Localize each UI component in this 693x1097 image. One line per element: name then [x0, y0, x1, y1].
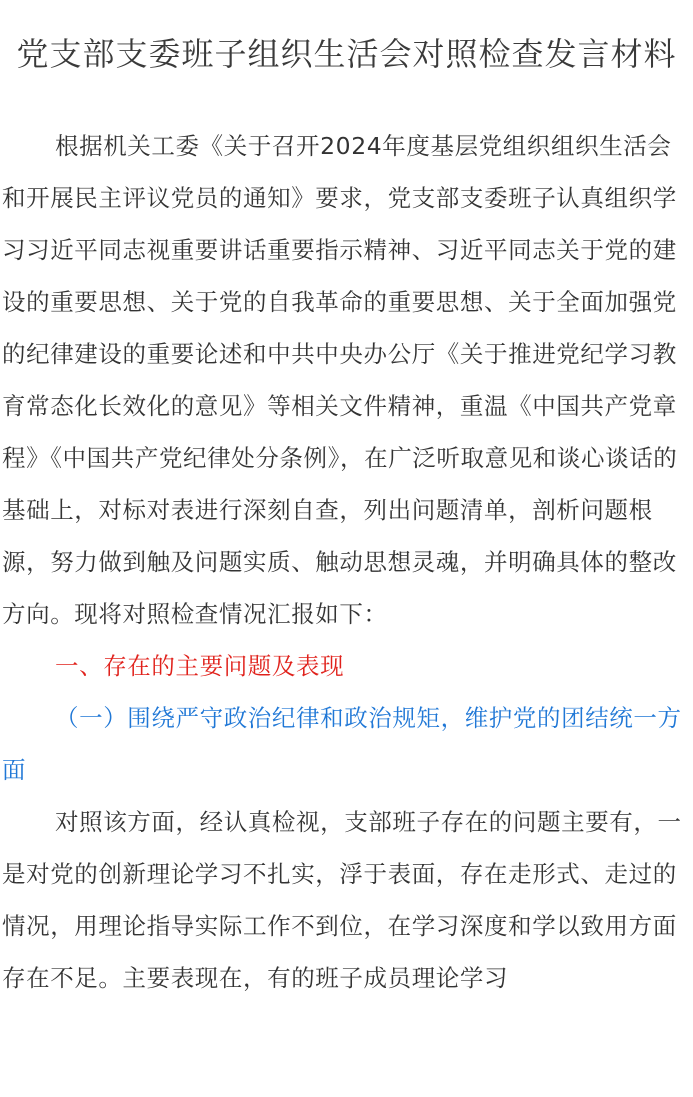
- document-title: 党支部支委班子组织生活会对照检查发言材料: [16, 35, 677, 73]
- subsection-heading: （一）围绕严守政治纪律和政治规矩，维护党的团结统一方面: [2, 704, 682, 784]
- subsection-paragraph: 对照该方面，经认真检视，支部班子存在的问题主要有，一是对党的创新理论学习不扎实，浮于表面，存在走形式、走过的情况，用理论指导实际工作不到位，在学习深度和学以致用方面存在不足。主要表现在，有的班子成员理论学习: [2, 808, 682, 992]
- intro-paragraph: 根据机关工委《关于召开2024年度基层党组织组织生活会和开展民主评议党员的通知》要求，党支部支委班子认真组织学习习近平同志视重要讲话重要指示精神、习近平同志关于党的建设的重要思想、关于党的自我革命的重要思想、关于全面加强党的纪律建设的重要论述和中共中央办公厅《关于推进党纪学习教育常态化长效化的意见》等相关文件精神，重温《中国共产党章程》《中国共产党纪律处分条例》，在广泛听取意见和谈心谈话的基础上，对标对表进行深刻自查，列出问题清单，剖析问题根源，努力做到触及问题实质、触动思想灵魂，并明确具体的整改方向。现将对照检查情况汇报如下：: [2, 132, 678, 628]
- section-heading: 一、存在的主要问题及表现: [55, 652, 345, 680]
